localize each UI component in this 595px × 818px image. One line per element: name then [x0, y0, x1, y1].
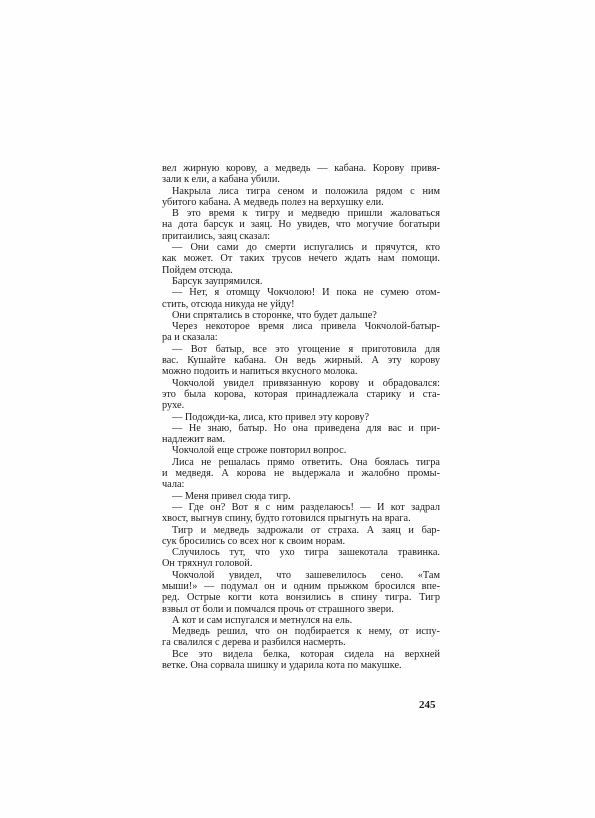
text-line: Пойдем отсюда.: [162, 264, 233, 276]
text-line: сук бросились со всех ног к своим норам.: [162, 535, 346, 547]
text-line: — Меня привел сюда тигр.: [172, 490, 291, 502]
text-line: это была корова, которая принадлежала старику и ста-: [162, 388, 440, 400]
text-line: Через некоторое время лиса привела Чокчолой-батыр-: [172, 321, 440, 333]
text-line: — Не знаю, батыр. Но она приведена для вас и при-: [172, 422, 440, 434]
text-line: Они спрятались в сторонке, что будет дальше?: [172, 309, 377, 321]
text-line: Все это видела белка, которая сидела на верхней: [172, 648, 440, 660]
text-line: хвост, выгнув спину, будто готовился прыгнуть на врага.: [162, 513, 411, 525]
story-text: [162, 163, 440, 671]
text-line: Лиса не решалась прямо ответить. Она боялась тигра: [172, 456, 440, 468]
text-line: мыши!» — подумал он и одним прыжком бросился впе-: [162, 580, 440, 592]
text-line: — Нет, я отомщу Чокчолою! И пока не сумею отом-: [172, 287, 440, 299]
text-line: рухе.: [162, 400, 185, 412]
text-line: чала:: [162, 479, 185, 491]
text-line: ред. Острые когти кота вонзились в спину тигра. Тигр: [162, 592, 440, 604]
text-line: — Вот батыр, все это угощение я приготовила для: [172, 343, 440, 355]
text-line: В это время к тигру и медведю пришли жаловаться: [172, 208, 440, 220]
text-line: ветке. Она сорвала шишку и ударила кота по макушке.: [162, 660, 402, 672]
text-line: Барсук заупрямился.: [172, 275, 263, 287]
text-line: — Они сами до смерти испугались и прячутся, кто: [172, 242, 440, 254]
text-line: на дота барсук и заяц. Но увидев, что могучие богатыри: [162, 219, 440, 231]
text-line: вел жирную корову, а медведь — кабана. Корову привя-: [162, 163, 440, 174]
text-line: га свалился с дерева и разбился насмерть.: [162, 637, 346, 649]
text-line: притаились, заяц сказал:: [162, 230, 271, 242]
text-line: Медведь решил, что он подбирается к нему, от испу-: [172, 626, 440, 638]
text-line: можно подоить и напиться вкусного молока.: [162, 366, 358, 378]
text-line: ра и сказала:: [162, 332, 218, 344]
text-line: Чокчолой увидел, что зашевелилось сено. «Там: [172, 569, 440, 581]
text-line: надлежит вам.: [162, 434, 226, 446]
text-line: вас. Кушайте кабана. Он ведь жирный. А эту корову: [162, 355, 440, 367]
text-line: — Подожди-ка, лиса, кто привел эту корову?: [172, 411, 370, 423]
text-line: Чокчолой увидел привязанную корову и обрадовался:: [172, 377, 440, 389]
text-line: зали к ели, а кабана убили.: [162, 174, 280, 186]
text-line: А кот и сам испугался и метнулся на ель.: [172, 614, 353, 626]
text-line: — Где он? Вот я с ним разделаюсь! — И кот задрал: [172, 501, 440, 513]
text-line: стить, отсюда никуда не уйду!: [162, 298, 295, 310]
text-line: Тигр и медведь задрожали от страха. А заяц и бар-: [172, 524, 440, 536]
text-line: Накрыла лиса тигра сеном и положила рядом с ним: [172, 185, 440, 197]
page-number: 245: [419, 699, 436, 711]
text-line: Чокчолой еще строже повторил вопрос.: [172, 445, 347, 457]
text-line: убитого кабана. А медведь полез на верхушку ели.: [162, 196, 384, 208]
text-line: Случилось тут, что ухо тигра зашекотала травинка.: [172, 547, 440, 559]
text-line: как может. От таких трусов нечего ждать нам помощи.: [162, 253, 440, 265]
text-line: Он тряхнул головой.: [162, 558, 253, 570]
text-line: и медведя. А корова не выдержала и жалобно промы-: [162, 468, 440, 480]
text-line: взвыл от боли и помчался прочь от страшного звери.: [162, 603, 394, 615]
